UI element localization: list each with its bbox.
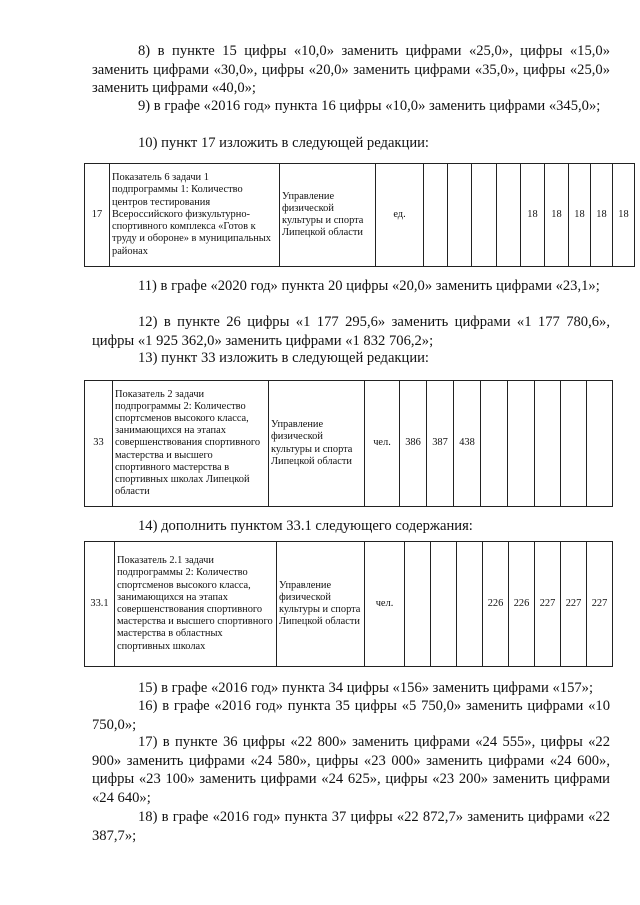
row-number: 33.1 bbox=[85, 542, 115, 667]
paragraph-10: 10) пункт 17 изложить в следующей редакции: bbox=[138, 135, 429, 151]
paragraph-12: 12) в пункте 26 цифры «1 177 295,6» заменить цифрами «1 177 780,6», цифры «1 925 362,0» заменить цифрами «1 832 706,2»; bbox=[92, 314, 610, 349]
value-cell: 18 bbox=[613, 164, 635, 267]
value-cell bbox=[472, 164, 497, 267]
unit-cell: чел. bbox=[365, 381, 400, 507]
value-cell: 18 bbox=[545, 164, 569, 267]
value-cell bbox=[497, 164, 521, 267]
value-cell: 227 bbox=[561, 542, 587, 667]
responsible-organization: Управление физической культуры и спорта Липецкой области bbox=[269, 381, 365, 507]
table-row bbox=[85, 164, 635, 267]
paragraph-14: 14) дополнить пунктом 33.1 следующего содержания: bbox=[138, 518, 473, 534]
empty-cell bbox=[424, 164, 448, 267]
table-item-33-1 bbox=[84, 541, 613, 667]
paragraph-13: 13) пункт 33 изложить в следующей редакции: bbox=[138, 350, 429, 366]
table-row bbox=[85, 381, 613, 507]
value-cell: 386 bbox=[400, 381, 427, 507]
unit-cell: ед. bbox=[376, 164, 424, 267]
responsible-organization: Управление физической культуры и спорта Липецкой области bbox=[280, 164, 376, 267]
table-row bbox=[85, 542, 613, 667]
value-cell bbox=[587, 381, 613, 507]
row-number: 17 bbox=[85, 164, 110, 267]
value-cell bbox=[481, 381, 508, 507]
indicator-description: Показатель 2.1 задачи подпрограммы 2: Количество спортсменов высокого класса, занимающихся на этапах совершенствования спортивного мастерства и высшего спортивного мастерства в областных спортивных школах bbox=[115, 542, 277, 667]
value-cell: 438 bbox=[454, 381, 481, 507]
paragraph-8: 8) в пункте 15 цифры «10,0» заменить цифрами «25,0», цифры «15,0» заменить цифрами «30,0», цифры «20,0» заменить цифрами «35,0», цифры «25,0» заменить цифрами «40,0»; bbox=[92, 43, 610, 96]
table-item-33 bbox=[84, 380, 613, 507]
paragraph-16: 16) в графе «2016 год» пункта 35 цифры «5 750,0» заменить цифрами «10 750,0»; bbox=[92, 698, 610, 733]
value-cell bbox=[431, 542, 457, 667]
value-cell: 18 bbox=[591, 164, 613, 267]
paragraph-15: 15) в графе «2016 год» пункта 34 цифры «156» заменить цифрами «157»; bbox=[138, 680, 594, 696]
paragraph-11: 11) в графе «2020 год» пункта 20 цифры «20,0» заменить цифрами «23,1»; bbox=[138, 278, 600, 294]
value-cell: 227 bbox=[535, 542, 561, 667]
value-cell: 226 bbox=[483, 542, 509, 667]
paragraph-17: 17) в пункте 36 цифры «22 800» заменить цифрами «24 555», цифры «22 900» заменить цифрами «24 580», цифры «23 000» заменить цифрами «24 600», цифры «23 100» заменить цифрами «24 625», цифры «23 200» заменить цифрами «24 640»; bbox=[92, 734, 610, 806]
value-cell bbox=[405, 542, 431, 667]
table-item-17 bbox=[84, 163, 635, 267]
row-number: 33 bbox=[85, 381, 113, 507]
value-cell bbox=[508, 381, 535, 507]
value-cell: 18 bbox=[569, 164, 591, 267]
indicator-description: Показатель 2 задачи подпрограммы 2: Количество спортсменов высокого класса, занимающихся на этапах совершенствования спортивного мастерства и высшего спортивного мастерства в спортивных школах Липецкой области bbox=[113, 381, 269, 507]
value-cell bbox=[448, 164, 472, 267]
paragraph-18: 18) в графе «2016 год» пункта 37 цифры «22 872,7» заменить цифрами «22 387,7»; bbox=[92, 809, 610, 844]
indicator-description: Показатель 6 задачи 1 подпрограммы 1: Количество центров тестирования Всероссийского физкультурно-спортивного комплекса «Готов к труду и обороне» в муниципальных районах bbox=[110, 164, 280, 267]
value-cell: 387 bbox=[427, 381, 454, 507]
value-cell bbox=[561, 381, 587, 507]
value-cell bbox=[535, 381, 561, 507]
paragraph-9: 9) в графе «2016 год» пункта 16 цифры «10,0» заменить цифрами «345,0»; bbox=[138, 98, 601, 114]
value-cell: 226 bbox=[509, 542, 535, 667]
value-cell: 227 bbox=[587, 542, 613, 667]
value-cell bbox=[457, 542, 483, 667]
responsible-organization: Управление физической культуры и спорта Липецкой области bbox=[277, 542, 365, 667]
value-cell: 18 bbox=[521, 164, 545, 267]
unit-cell: чел. bbox=[365, 542, 405, 667]
